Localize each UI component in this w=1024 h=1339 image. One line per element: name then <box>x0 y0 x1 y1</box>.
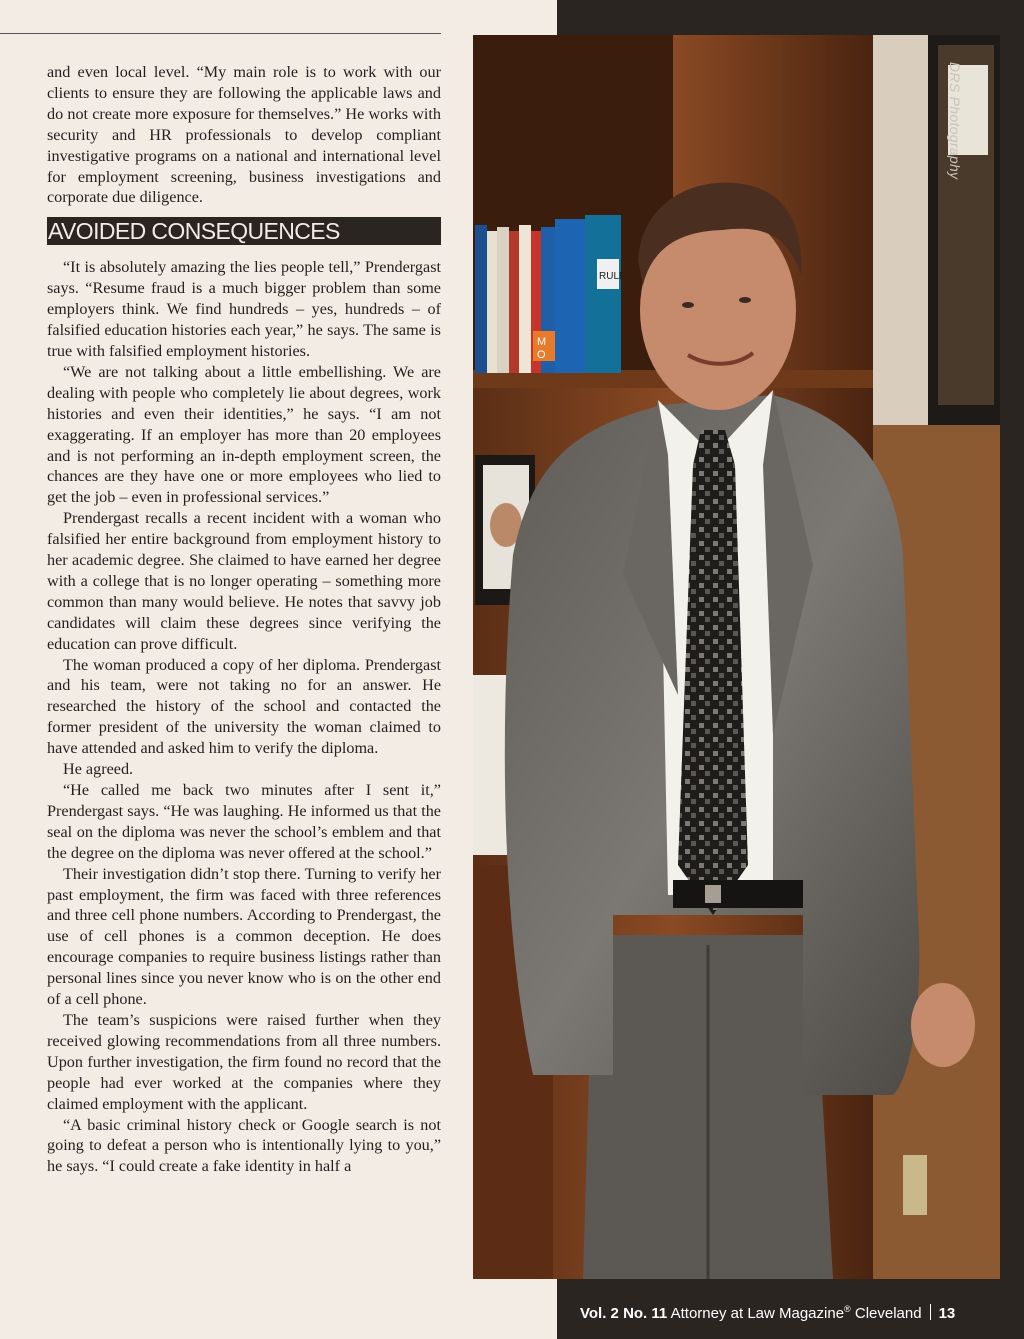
footer-magazine-name: Attorney at Law Magazine <box>670 1305 845 1322</box>
article-paragraph: Prendergast recalls a recent incident with a woman who falsified her entire background from employment history to her academic degree. She claimed to have earned her degree with a college that is no longer operating – something more common than many would believe. He notes that savvy job candidates will claim these degrees since verifying the education can prove difficult. <box>47 509 441 653</box>
page-footer <box>580 1304 1000 1326</box>
book-spine-letter: O <box>537 349 546 361</box>
footer-city: Cleveland <box>854 1305 922 1322</box>
article-paragraph: “We are not talking about a little embellishing. We are dealing with people who completely lie about degrees, work histories and even their identities,” he says. “I am not exaggerating. If an employer has more than 20 employees and is not performing an in-depth employment screen, the chances are they have one or more employees who lied to get the job – even in professional services.” <box>47 362 441 507</box>
registered-mark: ® <box>844 1304 851 1314</box>
page-number: 13 <box>938 1305 956 1322</box>
article-paragraph: “He called me back two minutes after I sent it,” Prendergast says. “He was laughing. He informed us that the seal on the diploma was never the school’s emblem and that the degree on the diploma was never offered at the school.” <box>47 781 441 862</box>
photo-credit: DRS Photography <box>947 62 963 180</box>
footer-divider <box>930 1304 931 1320</box>
book-spine-label: RULE <box>599 271 626 282</box>
article-paragraph: The woman produced a copy of her diploma. Prendergast and his team, were not taking no for an answer. He researched the history of the school and contacted the former president of the university the woman claimed to have attended and asked him to verify the diploma. <box>47 655 441 758</box>
section-heading: AVOIDED CONSEQUENCES <box>47 217 441 245</box>
books-on-shelf <box>475 215 626 373</box>
portrait-photo <box>473 35 1000 1279</box>
article-paragraph: “It is absolutely amazing the lies people tell,” Prendergast says. “Resume fraud is a much bigger problem than some employers think. We find hundreds – yes, hundreds – of falsified education histories each year,” he says. The same is true with falsified employment histories. <box>47 258 441 360</box>
article-paragraph: and even local level. “My main role is to work with our clients to ensure they are following the applicable laws and do not create more exposure for themselves.” He works with security and HR professionals to develop compliant investigative programs on a national and international level for employment screening, business investigations and corporate due diligence. <box>47 63 441 207</box>
footer-volume: Vol. 2 No. 11 <box>580 1305 668 1322</box>
article-paragraph: “A basic criminal history check or Google search is not going to defeat a person who is intentionally lying to you,” he says. “I could create a fake identity in half a <box>47 1115 441 1176</box>
top-rule-divider <box>0 33 441 34</box>
book-spine-letter: M <box>537 336 547 348</box>
article-paragraph: He agreed. <box>63 760 134 779</box>
article-body <box>47 62 441 1177</box>
article-paragraph: The team’s suspicions were raised further when they received glowing recommendations from all three numbers. Upon further investigation, the firm found no record that the people had ever worked at the companies where they claimed employment with the applicant. <box>47 1010 441 1113</box>
article-paragraph: Their investigation didn’t stop there. Turning to verify her past employment, the firm was faced with three references and three cell phone numbers. According to Prendergast, the use of cell phones is a common deception. He does encourage companies to require business listings rather than personal lines since you never know who is on the other end of a cell phone. <box>47 864 441 1009</box>
